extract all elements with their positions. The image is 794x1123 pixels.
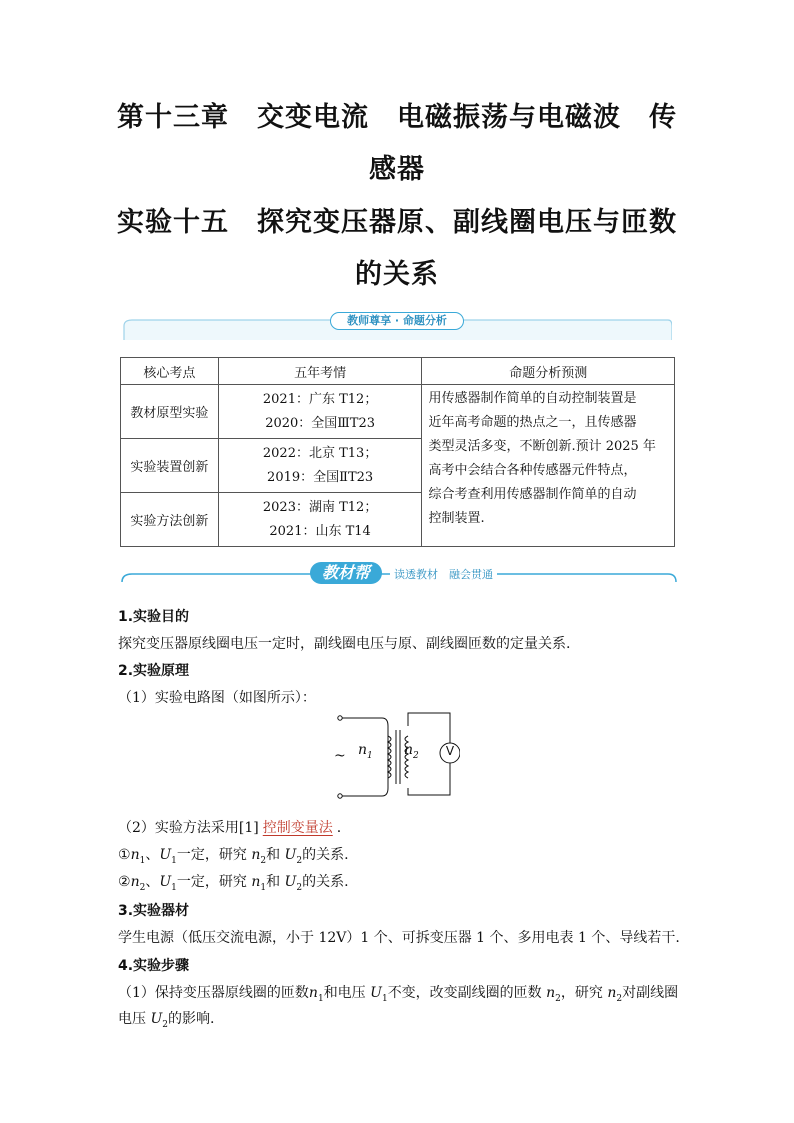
prediction-line: 近年高考命题的热点之一，且传感器: [428, 415, 637, 430]
secondary-turns-label: [404, 742, 419, 761]
prediction-line: 用传感器制作简单的自动控制装置是: [428, 391, 637, 406]
section-2-p2: [118, 817, 341, 837]
section-1-title: 1.实验目的: [118, 609, 190, 625]
table-cell-prediction: [422, 385, 675, 547]
secondary-turns-sub: 2: [413, 750, 419, 761]
method-answer: 控制变量法: [262, 820, 333, 836]
table-header-row: [121, 358, 675, 385]
section-3-text: 学生电源（低压交流电源，小于 12V）1 个、可拆变压器 1 个、多用电表 1 个、导线若干.: [118, 930, 680, 946]
year-entry: 2022：北京 T13；: [262, 445, 378, 461]
method-item-1: $①n_1$、$U_1$一定，研究 $n_2$和 $U_2$的关系.: [118, 847, 349, 866]
table-cell-topic: 教材原型实验: [121, 385, 219, 439]
transformer-circuit-diagram: [330, 708, 460, 800]
secondary-turns-n: n: [404, 742, 414, 758]
experiment-title-line1: 实验十五 探究变压器原、副线圈电压与匝数: [117, 207, 677, 238]
section-4-line2: 电压 $U_2$的影响.: [118, 1011, 215, 1030]
step-text: （1）保持变压器原线圈的匝数: [118, 985, 309, 1001]
section-1-text: 探究变压器原线圈电压一定时，副线圈电压与原、副线圈匝数的定量关系.: [118, 636, 571, 652]
prediction-line: 类型灵活多变，不断创新.预计 2025 年: [428, 439, 656, 454]
textbook-banner-label: 教材帮: [310, 562, 382, 584]
teacher-banner: [120, 312, 672, 342]
step-text: 的影响.: [168, 1011, 215, 1027]
chapter-title-line1: 第十三章 交变电流 电磁振荡与电磁波 传: [117, 102, 677, 133]
prediction-line: 控制装置.: [428, 511, 485, 526]
prediction-line: 综合考查利用传感器制作简单的自动: [428, 487, 637, 502]
primary-turns-sub: 1: [367, 750, 373, 761]
method-suffix: .: [336, 820, 342, 836]
step-text: ，研究: [560, 985, 603, 1001]
step-text: 电压: [118, 1011, 146, 1027]
exam-analysis-table: [120, 357, 675, 547]
year-entry: 2021：广东 T12；: [262, 391, 378, 407]
teacher-banner-label: 教师尊享 · 命题分析: [330, 312, 464, 330]
table-cell-years: [218, 439, 422, 493]
section-2-title: 2.实验原理: [118, 663, 190, 679]
experiment-title-line2: 的关系: [355, 259, 439, 290]
ac-source-symbol: ~: [334, 748, 346, 764]
voltmeter-label: V: [445, 744, 455, 758]
prediction-line: 高考中会结合各种传感器元件特点，: [428, 463, 637, 478]
method-prefix: （2）实验方法采用[1]: [118, 820, 259, 836]
table-cell-years: [218, 385, 422, 439]
step-text: 和电压: [323, 985, 366, 1001]
primary-turns-label: [358, 742, 373, 761]
table-cell-topic: 实验装置创新: [121, 439, 219, 493]
table-row: [121, 385, 675, 439]
textbook-banner: [120, 562, 678, 588]
year-entry: 2020：全国ⅢT23: [265, 415, 376, 431]
table-cell-years: [218, 493, 422, 547]
year-entry: 2023：湖南 T12；: [262, 499, 378, 515]
year-entry: 2021：山东 T14: [269, 523, 371, 539]
table-header: 五年考情: [218, 358, 422, 385]
primary-turns-n: n: [358, 742, 368, 758]
section-3-title: 3.实验器材: [118, 903, 190, 919]
section-4-line1: （1）保持变压器原线圈的匝数$n_1$和电压 $U_1$不变，改变副线圈的匝数 $n_2$，研究 $n_2$对副线圈: [118, 985, 679, 1004]
year-entry: 2019：全国ⅡT23: [267, 469, 374, 485]
section-4-title: 4.实验步骤: [118, 958, 190, 974]
step-text: 对副线圈: [622, 985, 679, 1001]
textbook-banner-subtitle: 读透教材 融会贯通: [390, 566, 497, 582]
section-2-p1: （1）实验电路图（如图所示）：: [118, 690, 316, 706]
step-text: 不变，改变副线圈的匝数: [387, 985, 542, 1001]
chapter-title-line2: 感器: [369, 154, 425, 185]
table-cell-topic: 实验方法创新: [121, 493, 219, 547]
table-header: 核心考点: [121, 358, 219, 385]
method-item-2: $②n_2$、$U_1$一定，研究 $n_1$和 $U_2$的关系.: [118, 874, 349, 893]
table-header: 命题分析预测: [422, 358, 675, 385]
